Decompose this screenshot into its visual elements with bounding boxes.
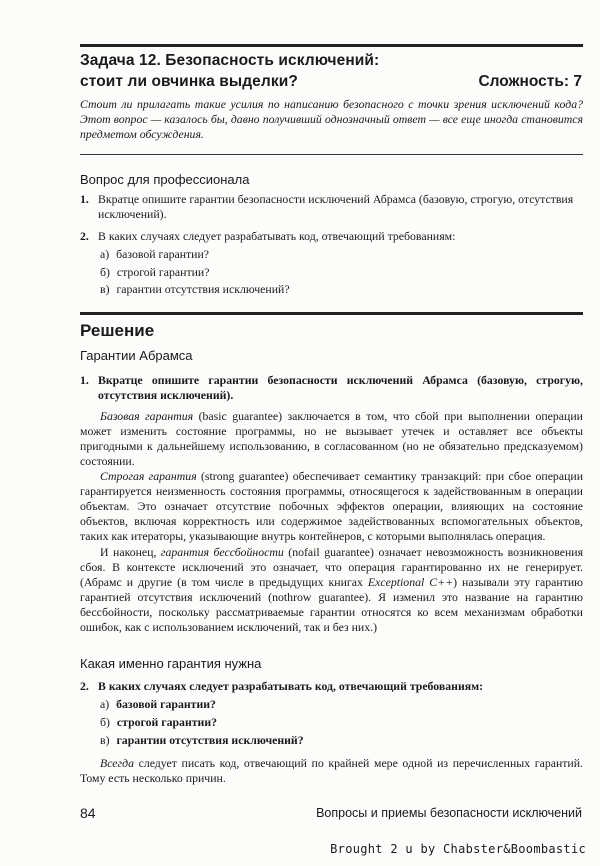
subitem-label: а) [100, 247, 110, 261]
subitem-text: гарантии отсутствия исключений? [116, 733, 304, 747]
question-number: 2. [80, 679, 89, 693]
problem-title-line2: стоит ли овчинка выделки? [80, 73, 298, 90]
paragraph-text: (strong guarantee) обеспечивает семантику транзакций: при сбое операции гарантируется неизменность состояния программы, относящегося к задействованным в операции объектам. Это означает отсутствие побочных эффектов операции, влияющих на состояние объектов, включая корректность или содержимое задействованных вспомогательных объектов, таких как итераторы, указывающие внутрь контейнеров, с которыми выполнялась операция. [80, 469, 584, 543]
question-item-1 [80, 192, 583, 222]
subitem-text: базовой гарантии? [116, 697, 216, 711]
question-text: В каких случаях следует разрабатывать код, отвечающий требованиям: [98, 229, 456, 243]
question-text: Вкратце опишите гарантии безопасности исключений Абрамса (базовую, строгую, отсутствия исключений). [98, 192, 574, 221]
paragraph-always [80, 756, 583, 786]
solution-question-2 [80, 679, 583, 694]
intro-text: Стоит ли прилагать такие усилия по написанию безопасного с точки зрения исключений кода? Этот вопрос — казалось бы, давно получивший однозначный ответ — все еще иногда становится предметом обсуждения. [80, 97, 583, 141]
section-heading-which-guarantee: Какая именно гарантия нужна [80, 656, 262, 671]
paragraph-nofail-guarantee [80, 545, 583, 635]
term-basic-guarantee: Базовая гарантия [100, 409, 194, 423]
question-text: Вкратце опишите гарантии безопасности исключений Абрамса (базовую, строгую, отсутствия исключений). [98, 373, 583, 402]
solution-heading: Решение [80, 321, 155, 340]
solution-question-1 [80, 373, 583, 403]
subitem-text: базовой гарантии? [116, 247, 210, 261]
subitem-label: в) [100, 733, 110, 747]
question-heading: Вопрос для профессионала [80, 172, 250, 187]
question-subitem-b [100, 265, 209, 280]
header-bottom-rule [80, 154, 583, 155]
book-title: Exceptional C++ [367, 575, 454, 589]
paragraph-text: (basic guarantee) заключается в том, что сбой при выполнении операции может изменить состояние программы, но не вызывает утечек и оставляет все объекты пригодными к дальнейшему использованию, в согласованном (но не обязательно предсказуемом) состоянии. [80, 409, 583, 468]
question-number: 1. [80, 373, 89, 387]
paragraph-strong-guarantee [80, 469, 583, 544]
paragraph-text: (nofail guarantee) означает невозможность возникновения сбоя. В контексте исключений это означает, что операция гарантированно их не генерирует. (Абрамс и другие (в том числе в предыдущих книгах [80, 545, 583, 589]
subitem-label: а) [100, 697, 110, 711]
question-number: 1. [80, 192, 89, 206]
section-heading-abrahams: Гарантии Абрамса [80, 348, 193, 363]
solution-subitem-a [100, 697, 216, 712]
subitem-text: строгой гарантии? [116, 265, 210, 279]
paragraph-text: ) называли эту гарантию гарантией отсутствия исключений (nothrow guarantee). Я изменил это название на гарантию бессбойности, поскольку рассматриваемые гарантии относятся ко всем механизмам обработки ошибок, как с использованием исключений, так и без них.) [80, 575, 583, 634]
difficulty-label: Сложность: 7 [478, 73, 582, 90]
top-rule [80, 44, 583, 47]
subitem-text: строгой гарантии? [116, 715, 218, 729]
page-number: 84 [80, 805, 96, 821]
question-number: 2. [80, 229, 89, 243]
term-always: Всегда [100, 756, 134, 770]
subitem-label: б) [100, 265, 110, 279]
running-footer: Вопросы и приемы безопасности исключений [316, 806, 582, 820]
subitem-label: в) [100, 282, 110, 296]
problem-title-line1: Задача 12. Безопасность исключений: [80, 52, 380, 69]
solution-subitem-c [100, 733, 304, 748]
question-subitem-c [100, 282, 290, 297]
term-strong-guarantee: Строгая гарантия [100, 469, 197, 483]
paragraph-text: следует писать код, отвечающий по крайней мере одной из перечисленных гарантий. Тому есть несколько причин. [80, 756, 583, 785]
question-subitem-a [100, 247, 209, 262]
subitem-label: б) [100, 715, 110, 729]
question-text: В каких случаях следует разрабатывать код, отвечающий требованиям: [98, 679, 484, 693]
solution-rule [80, 312, 583, 315]
subitem-text: гарантии отсутствия исключений? [116, 282, 290, 296]
paragraph-text: И наконец, [100, 545, 161, 559]
watermark: Brought 2 u by Chabster&Boombastic [330, 842, 586, 856]
term-nofail-guarantee: гарантия бессбойности [160, 545, 284, 559]
paragraph-basic-guarantee [80, 409, 583, 469]
solution-subitem-b [100, 715, 217, 730]
question-item-2 [80, 229, 583, 244]
